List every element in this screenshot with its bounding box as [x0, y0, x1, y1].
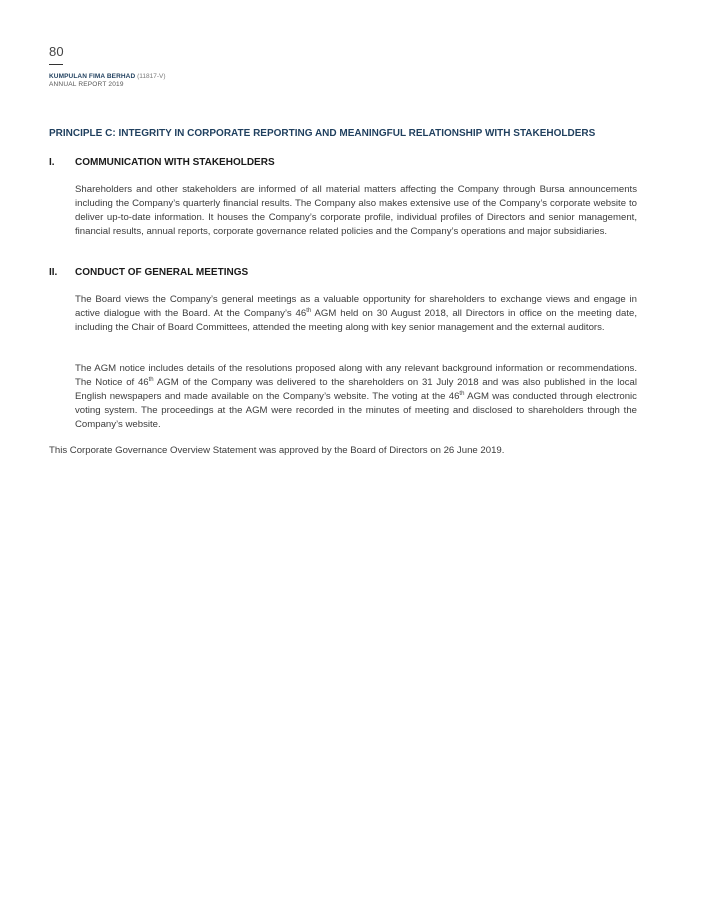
- meetings-paragraph-1: [75, 293, 637, 335]
- closing-statement: This Corporate Governance Overview Statement was approved by the Board of Directors on 26 June 2019.: [49, 445, 505, 456]
- section-heading-meetings: [49, 267, 248, 278]
- text-run: AGM was conducted through electronic voting system. The proceedings at the AGM were recorded in the minutes of meeting and disclosed to shareholders through the Company’s website.: [75, 391, 637, 430]
- report-label: ANNUAL REPORT 2019: [49, 81, 124, 88]
- text-run: The Board views the Company’s general meetings as a valuable opportunity for shareholders to exchange views and engage in active dialogue with the Board. At the Company’s 46: [75, 294, 637, 319]
- company-line: [49, 73, 166, 81]
- text-run: AGM of the Company was delivered to the shareholders on 31 July 2018 and was also published in the local English newspapers and made available on the Company’s website. The voting at the 46: [75, 377, 637, 402]
- text-run: AGM held on 30 August 2018, all Directors in office on the meeting date, including the Chair of Board Committees, attended the meeting along with key senior management and the external auditors.: [75, 308, 637, 333]
- superscript: th: [459, 391, 465, 397]
- page-number: 80: [49, 44, 64, 59]
- text-run: The AGM notice includes details of the resolutions proposed along with any relevant background information or recommendations. The Notice of 46: [75, 363, 637, 388]
- meetings-paragraph-2: [75, 362, 637, 432]
- company-name: KUMPULAN FIMA BERHAD: [49, 73, 136, 80]
- header-divider: [49, 64, 63, 65]
- section-number: II.: [49, 267, 58, 278]
- section-title: COMMUNICATION WITH STAKEHOLDERS: [75, 157, 275, 168]
- superscript: th: [306, 308, 312, 314]
- section-heading-communication: [49, 157, 275, 168]
- section-number: I.: [49, 157, 55, 168]
- principle-heading: PRINCIPLE C: INTEGRITY IN CORPORATE REPORTING AND MEANINGFUL RELATIONSHIP WITH STAKEHOLDERS: [49, 128, 596, 139]
- communication-paragraph: Shareholders and other stakeholders are informed of all material matters affecting the Company through Bursa announcements including the Company’s quarterly financial results. The Company also makes extensive use of the Company’s corporate website to deliver up-to-date information. It houses the Company’s corporate profile, individual profiles of Directors and senior management, financial results, annual reports, corporate governance related policies and the Company’s operations and major subsidiaries.: [75, 184, 637, 237]
- section-title: CONDUCT OF GENERAL MEETINGS: [75, 267, 249, 278]
- company-registration: (11817-V): [137, 73, 166, 80]
- superscript: th: [148, 377, 154, 383]
